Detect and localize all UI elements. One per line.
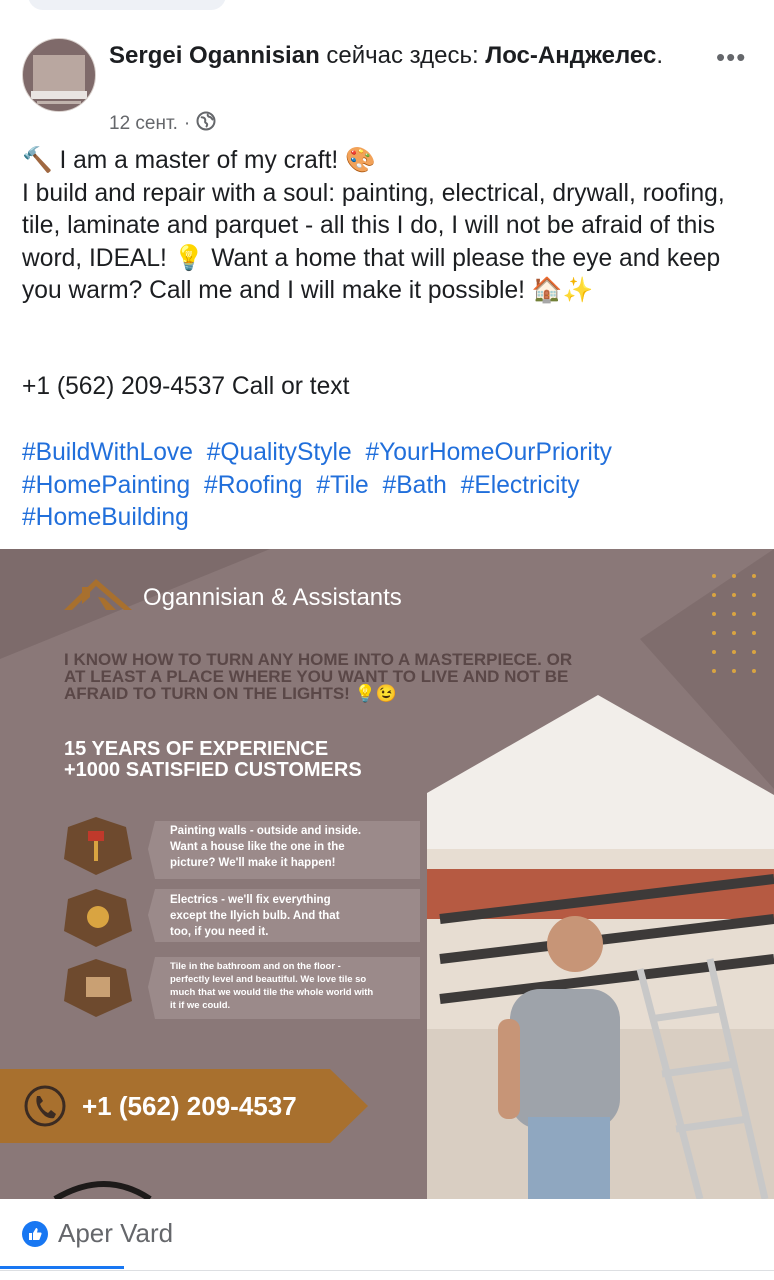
location-suffix: . (656, 42, 663, 69)
service-text: picture? We'll make it happen! (170, 857, 336, 869)
flyer-headline-line: I KNOW HOW TO TURN ANY HOME INTO A MASTERPIECE. OR (64, 650, 573, 669)
location-link[interactable]: Лос-Анджелес (485, 42, 657, 69)
service-text: it if we could. (170, 1000, 231, 1011)
reactions-bar[interactable] (22, 1218, 173, 1249)
brand-name: Ogannisian & Assistants (143, 584, 402, 611)
divider (0, 1270, 774, 1271)
hashtag-link[interactable]: #Bath (382, 471, 447, 499)
flyer-experience (64, 738, 362, 781)
service-text: perfectly level and beautiful. We love tile so (170, 974, 367, 985)
post-phone-line[interactable]: +1 (562) 209-4537 Call or text (22, 373, 350, 400)
author-avatar[interactable] (22, 38, 96, 112)
post-text-line1 (22, 145, 757, 178)
hashtag-link[interactable]: #YourHomeOurPriority (365, 439, 612, 466)
flyer-graphic (0, 549, 774, 1199)
post-meta (109, 111, 216, 137)
paint-roller-icon (88, 831, 104, 841)
reactor-name[interactable]: Aper Vard (58, 1218, 174, 1248)
bulb-icon (87, 906, 109, 928)
post-text-body (22, 178, 757, 308)
meta-separator: · (183, 113, 191, 134)
palette-emoji: 🎨 (345, 147, 376, 174)
post-body-part1: I build and repair with a soul: painting, electrical, drywall, roofing, tile, laminate and parquet - all this I do, I will not be afraid of this word, IDEAL! (22, 179, 725, 272)
post-date[interactable]: 12 сент. (109, 113, 178, 134)
globe-icon (196, 111, 216, 137)
service-text: Electrics - we'll fix everything (170, 894, 331, 906)
hashtag-link[interactable]: #QualityStyle (206, 439, 352, 466)
hashtag-link[interactable]: #BuildWithLove (22, 439, 193, 466)
flyer-phone: +1 (562) 209-4537 (82, 1091, 297, 1121)
post-text (22, 145, 757, 308)
flyer-headline-line: AFRAID TO TURN ON THE LIGHTS! 💡😉 (64, 684, 397, 703)
service-text: Tile in the bathroom and on the floor - (170, 961, 341, 972)
service-text: too, if you need it. (170, 926, 269, 938)
hashtags (22, 437, 757, 535)
experience-line: 15 YEARS OF EXPERIENCE (64, 738, 329, 760)
hashtag-link[interactable]: #Tile (316, 471, 369, 499)
post-header (109, 40, 669, 72)
location-prefix: сейчас здесь: (326, 42, 479, 69)
top-bar-pill (28, 0, 226, 10)
post-body-part2: Want a home that will please the eye and keep you warm? Call me and I will make it possible! (22, 244, 721, 304)
avatar-lines (37, 101, 81, 104)
tile-icon (86, 977, 110, 997)
more-options-icon[interactable]: ••• (716, 42, 747, 72)
post-line1: I am a master of my craft! (59, 147, 339, 174)
author-name[interactable]: Sergei Ogannisian (109, 42, 320, 69)
avatar-strip (31, 91, 87, 99)
hashtag-link[interactable]: #HomeBuilding (22, 504, 189, 531)
house-sparkles-emoji: 🏠✨ (531, 277, 594, 304)
service-text: Painting walls - outside and inside. (170, 825, 362, 837)
service-text: Want a house like the one in the (170, 841, 345, 853)
flyer-headline-line: AT LEAST A PLACE WHERE YOU WANT TO LIVE AND NOT BE (64, 667, 569, 686)
avatar-image (33, 55, 85, 91)
like-icon (22, 1221, 48, 1247)
bulb-emoji: 💡 (173, 244, 205, 272)
hashtag-link[interactable]: #Roofing (204, 471, 303, 499)
hashtag-link[interactable]: #Electricity (460, 471, 580, 499)
service-text: except the Ilyich bulb. And that (170, 910, 340, 922)
post-image-flyer[interactable] (0, 549, 774, 1199)
experience-line: +1000 SATISFIED CUSTOMERS (64, 759, 362, 781)
service-text: much that we would tile the whole world with (170, 987, 374, 998)
hashtag-link[interactable]: #HomePainting (22, 471, 191, 499)
reactions-underline (0, 1266, 124, 1269)
hammer-emoji: 🔨 (22, 147, 53, 174)
